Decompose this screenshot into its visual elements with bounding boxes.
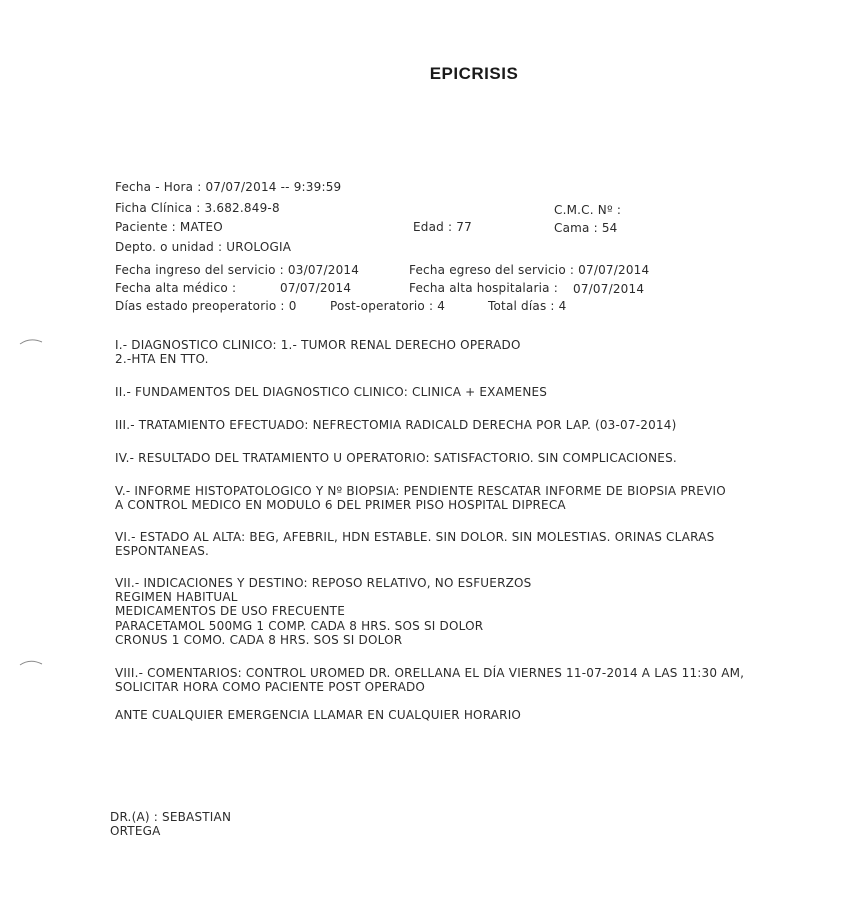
edad: Edad : 77: [413, 220, 472, 234]
scan-mark-icon: [18, 656, 44, 670]
section-histopatologico-line2: A CONTROL MEDICO EN MODULO 6 DEL PRIMER PISO HOSPITAL DIPRECA: [115, 498, 566, 512]
fecha-ingreso: Fecha ingreso del servicio : 03/07/2014: [115, 263, 360, 277]
depto-unidad: Depto. o unidad : UROLOGIA: [115, 240, 292, 254]
ficha-clinica: Ficha Clínica : 3.682.849-8: [115, 201, 280, 215]
section-indicaciones-line5: CRONUS 1 COMO. CADA 8 HRS. SOS SI DOLOR: [115, 633, 403, 647]
section-diagnostico-line1: I.- DIAGNOSTICO CLINICO: 1.- TUMOR RENAL DERECHO OPERADO: [115, 338, 521, 352]
fecha-alta-medico-label: Fecha alta médico :: [115, 281, 237, 295]
fecha-alta-hospitalaria-value: 07/07/2014: [573, 282, 645, 296]
post-operatorio: Post-operatorio : 4: [330, 299, 446, 313]
fecha-hora: Fecha - Hora : 07/07/2014 -- 9:39:59: [115, 180, 342, 194]
document-title: EPICRISIS: [429, 64, 519, 83]
fecha-egreso: Fecha egreso del servicio : 07/07/2014: [409, 263, 650, 277]
section-diagnostico-line2: 2.-HTA EN TTO.: [115, 352, 209, 366]
signature-doctor-line1: DR.(A) : SEBASTIAN: [110, 810, 232, 824]
total-dias: Total días : 4: [488, 299, 567, 313]
section-indicaciones-line4: PARACETAMOL 500MG 1 COMP. CADA 8 HRS. SOS SI DOLOR: [115, 619, 484, 633]
section-indicaciones-line1: VII.- INDICACIONES Y DESTINO: REPOSO RELATIVO, NO ESFUERZOS: [115, 576, 532, 590]
emergencia-note: ANTE CUALQUIER EMERGENCIA LLAMAR EN CUALQUIER HORARIO: [115, 708, 522, 722]
section-estado-alta-line1: VI.- ESTADO AL ALTA: BEG, AFEBRIL, HDN ESTABLE. SIN DOLOR. SIN MOLESTIAS. ORINAS CLARAS: [115, 530, 715, 544]
fecha-alta-medico-value: 07/07/2014: [280, 281, 352, 295]
section-fundamentos: II.- FUNDAMENTOS DEL DIAGNOSTICO CLINICO: CLINICA + EXAMENES: [115, 385, 548, 399]
fecha-alta-hospitalaria-label: Fecha alta hospitalaria :: [409, 281, 558, 295]
section-estado-alta-line2: ESPONTANEAS.: [115, 544, 210, 558]
section-histopatologico-line1: V.- INFORME HISTOPATOLOGICO Y Nº BIOPSIA: PENDIENTE RESCATAR INFORME DE BIOPSIA PREVIO: [115, 484, 726, 498]
cama: Cama : 54: [554, 221, 618, 235]
cmc-number: C.M.C. Nº :: [554, 203, 622, 217]
section-comentarios-line2: SOLICITAR HORA COMO PACIENTE POST OPERADO: [115, 680, 426, 694]
section-indicaciones-line3: MEDICAMENTOS DE USO FRECUENTE: [115, 604, 345, 618]
signature-doctor-line2: ORTEGA: [110, 824, 161, 838]
section-indicaciones-line2: REGIMEN HABITUAL: [115, 590, 238, 604]
scan-mark-icon: [18, 336, 44, 348]
section-resultado: IV.- RESULTADO DEL TRATAMIENTO U OPERATORIO: SATISFACTORIO. SIN COMPLICACIONES.: [115, 451, 677, 465]
section-tratamiento: III.- TRATAMIENTO EFECTUADO: NEFRECTOMIA RADICALD DERECHA POR LAP. (03-07-2014): [115, 418, 677, 432]
dias-preoperatorio: Días estado preoperatorio : 0: [115, 299, 297, 313]
section-comentarios-line1: VIII.- COMENTARIOS: CONTROL UROMED DR. ORELLANA EL DÍA VIERNES 11-07-2014 A LAS 11:30 AM,: [115, 666, 745, 680]
paciente: Paciente : MATEO: [115, 220, 223, 234]
